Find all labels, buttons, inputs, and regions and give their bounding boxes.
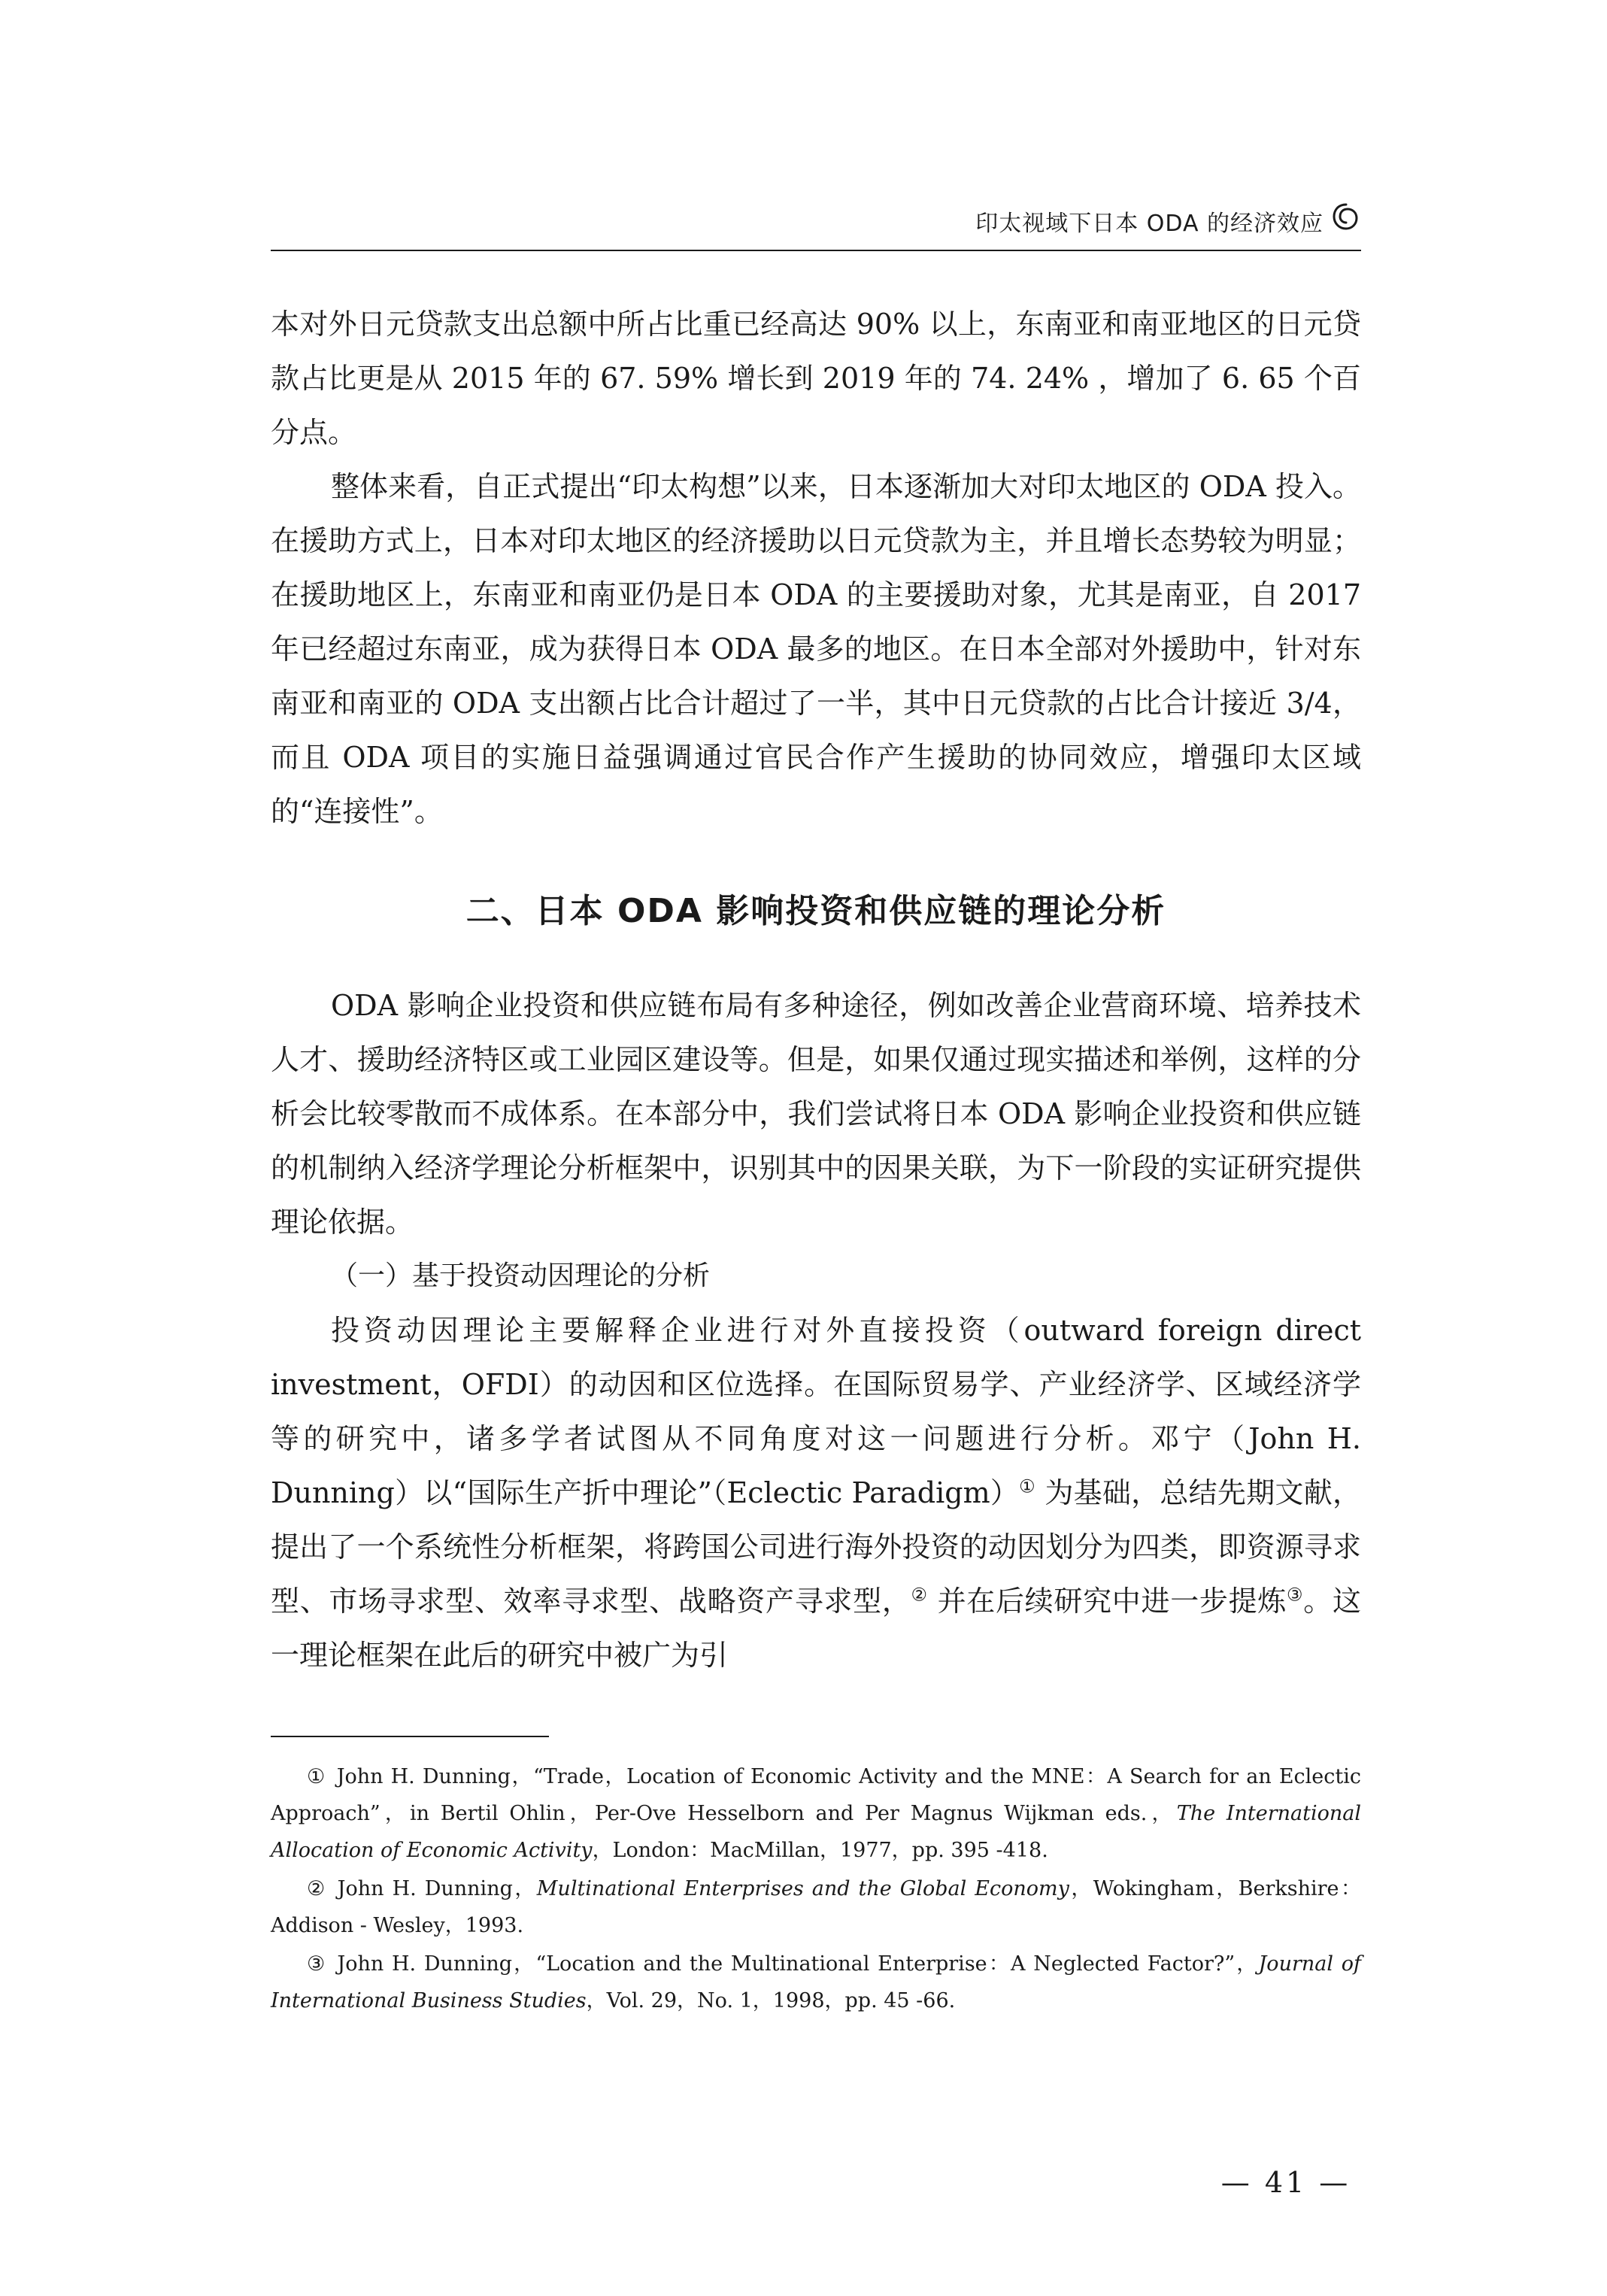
paragraph-intro: ODA 影响企业投资和供应链布局有多种途径，例如改善企业营商环境、培养技术人才、援助经济特区或工业园区建设等。但是，如果仅通过现实描述和举例，这样的分析会比较零散而不成体系。在本部分中，我们尝试将日本 ODA 影响企业投资和供应链的机制纳入经济学理论分析框架中，识别其中的因果关联，为下一阶段的实证研究提供理论依据。 [271,989,1361,1239]
spiral-logo-icon [1331,202,1361,232]
footnote-ref-3[interactable]: ③ [1287,1584,1304,1606]
footnote-mark: ① [307,1765,326,1788]
sub-heading: （一）基于投资动因理论的分析 [331,1260,711,1291]
theory-text-d: 。这一理论框架在此后的研究中被广为引 [271,1585,1361,1672]
footnote-title: Multinational Enterprises and the Global Economy [536,1877,1069,1900]
footnote-ref-2[interactable]: ② [911,1584,928,1606]
footnote-title: Journal of International Business Studies [271,1952,1361,2012]
footnote-ref-1[interactable]: ① [1019,1476,1035,1497]
footnote-2 [271,1870,1361,1944]
running-title: 印太视域下日本 ODA 的经济效应 [975,211,1324,237]
theory-text-a: 投资动因理论主要解释企业进行对外直接投资（outward foreign direct investment，OFDI）的动因和区位选择。在国际贸易学、产业经济学、区域经济学等的研究中，诸多学者试图从不同角度对这一问题进行分析。邓宁（John H. Dunning）以“国际生产折中理论”（Eclectic Paradigm） [271,1314,1361,1509]
footnote-title: The International Allocation of Economic Activity [271,1802,1361,1862]
footnote-1 [271,1758,1361,1869]
theory-text-b: 为基础，总结先期文献，提出了一个系统性分析框架，将跨国公司进行海外投资的动因划分为四类，即资源寻求型、市场寻求型、效率寻求型、战略资产寻求型， [271,1476,1362,1618]
footnote-text: John H. Dunning，“Trade，Location of Economic Activity and the MNE：A Search for an Eclectic Approach”，in Bertil Ohlin，Per-Ove Hesselborn and Per Magnus Wijkman eds.， [271,1765,1361,1825]
running-header [271,197,1361,251]
footnote-text: ，Wokingham，Berkshire：Addison - Wesley，1993. [271,1877,1361,1937]
paragraph-theory [271,1303,1361,1682]
page-number: — 41 — [1220,2166,1351,2199]
theory-text-c: 并在后续研究中进一步提炼 [927,1585,1287,1618]
footnote-text: John H. Dunning， [337,1877,537,1900]
footnote-text: John H. Dunning，“Location and the Multinational Enterprise：A Neglected Factor?”， [337,1952,1259,1976]
footnote-3 [271,1946,1361,2019]
section-heading: 二、日本 ODA 影响投资和供应链的理论分析 [465,892,1166,930]
footnote-mark: ③ [307,1952,327,1976]
paragraph-overview: 整体来看，自正式提出“印太构想”以来，日本逐渐加大对印太地区的 ODA 投入。在援助方式上，日本对印太地区的经济援助以日元贷款为主，并且增长态势较为明显；在援助地区上，东南亚和南亚仍是日本 ODA 的主要援助对象，尤其是南亚，自 2017 年已经超过东南亚，成为获得日本 ODA 最多的地区。在日本全部对外援助中，针对东南亚和南亚的 ODA 支出额占比合计超过了一半，其中日元贷款的占比合计接近 3/4，而且 ODA 项目的实施日益强调通过官民合作产生援助的协同效应，增强印太区域的“连接性”。 [271,470,1361,828]
footnote-mark: ② [307,1877,327,1900]
footnote-text: ，Vol. 29，No. 1，1998，pp. 45 -66. [586,1989,956,2012]
footnote-text: ，London：MacMillan，1977，pp. 395 -418. [592,1839,1048,1862]
header-rule [271,250,1361,251]
footnotes [271,1758,1361,2021]
footnote-rule [271,1736,549,1737]
paragraph-continued: 本对外日元贷款支出总额中所占比重已经高达 90% 以上，东南亚和南亚地区的日元贷款占比更是从 2015 年的 67. 59% 增长到 2019 年的 74. 24% ，增加了 6. 65 个百分点。 [271,308,1361,449]
main-text [271,297,1361,1682]
